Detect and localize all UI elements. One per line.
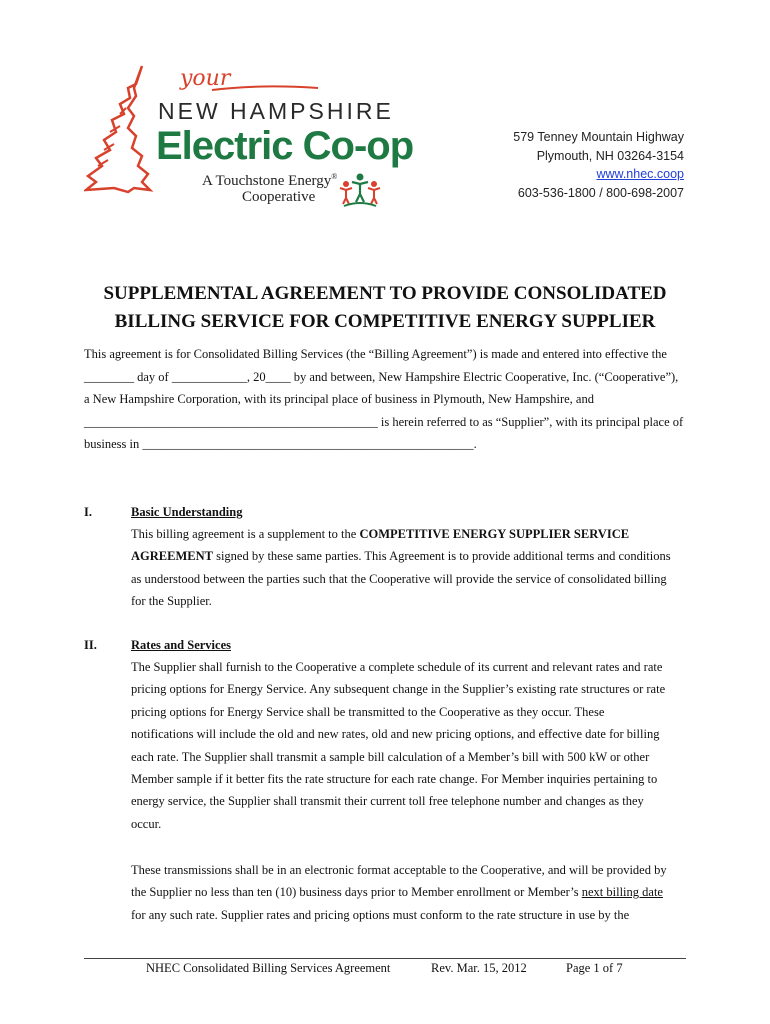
section-2-line: for any such rate. Supplier rates and pricing options must conform to the rate structure in use by the — [131, 907, 630, 922]
section-1-line: This billing agreement is a supplement to the COMPETITIVE ENERGY SUPPLIER SERVICE — [131, 527, 630, 541]
section-2-paragraph-2 — [131, 859, 691, 926]
logo-cooperative: Cooperative — [242, 189, 316, 205]
title-line-1: SUPPLEMENTAL AGREEMENT TO PROVIDE CONSOLIDATED — [103, 283, 667, 304]
logo-your-text: your — [180, 66, 231, 91]
address-phone: 603-536-1800 / 800-698-2007 — [517, 185, 684, 200]
footer-divider — [84, 958, 686, 959]
section-2-line: occur. — [131, 816, 162, 831]
document-title — [0, 280, 770, 336]
address-city: Plymouth, NH 03264-3154 — [536, 148, 684, 163]
section-2-line: These transmissions shall be in an electronic format acceptable to the Cooperative, and will be provided by — [131, 863, 667, 877]
section-2-line: pricing options for Energy Service shall be transmitted to the Cooperative as they occur. These — [131, 704, 605, 719]
section-2-heading: Rates and Services — [131, 638, 231, 652]
intro-line: a New Hampshire Corporation, with its principal place of business in Plymouth, New Hampshire, and — [84, 392, 594, 407]
footer-document-name: NHEC Consolidated Billing Services Agreement — [146, 961, 391, 975]
logo-swoosh-icon — [210, 82, 320, 94]
flame-tree-icon — [84, 62, 164, 202]
section-2-number: II. — [84, 638, 97, 652]
logo-electric-coop: Electric Co-op — [156, 124, 414, 168]
section-2-line: The Supplier shall furnish to the Cooperative a complete schedule of its current and relevant rates and rate — [131, 660, 663, 674]
intro-line: ________ day of ____________, 20____ by and between, New Hampshire Electric Cooperative, Inc. (“Cooperative”), — [84, 369, 679, 384]
section-1-line: AGREEMENT signed by these same parties. This Agreement is to provide additional terms and conditions — [131, 549, 671, 564]
logo-touchstone: A Touchstone Energy® — [202, 172, 338, 189]
section-2-line: the Supplier no less than ten (10) business days prior to Member enrollment or Member’s next billing date — [131, 885, 663, 900]
section-2-line: each rate. The Supplier shall transmit a sample bill calculation of a Member’s bill with 500 kW or other — [131, 749, 650, 764]
section-2-line: energy service, the Supplier shall transmit their current toll free telephone number and changes as they — [131, 794, 644, 809]
footer-revision: Rev. Mar. 15, 2012 — [431, 961, 527, 975]
footer-page-number: Page 1 of 7 — [566, 961, 623, 975]
intro-line: _______________________________________________ is herein referred to as “Supplier”, with its principal place of — [84, 414, 684, 429]
logo-new-hampshire: NEW HAMPSHIRE — [158, 98, 394, 124]
website-link[interactable]: www.nhec.coop — [596, 167, 684, 181]
section-1-heading: Basic Understanding — [131, 505, 243, 519]
section-1-line: for the Supplier. — [131, 594, 212, 609]
section-1-line: as understood between the parties such that the Cooperative will provide the service of consolidated billing — [131, 571, 667, 586]
intro-line: business in _____________________________________________________. — [84, 437, 477, 452]
touchstone-people-icon — [338, 170, 382, 208]
section-1-body — [131, 523, 691, 613]
intro-line: This agreement is for Consolidated Billing Services (the “Billing Agreement”) is made and entered into effective the — [84, 347, 667, 361]
section-2-line: pricing options for Energy Service. Any subsequent change in the Supplier’s existing rate structures or rate — [131, 682, 666, 697]
section-2-line: Member sample if it better fits the rate structure for each rate change. For Member inquiries pertaining to — [131, 771, 658, 786]
nhec-logo — [84, 62, 414, 212]
address-street: 579 Tenney Mountain Highway — [513, 130, 684, 144]
section-2-line: notifications will include the old and new rates, old and new pricing options, and effective date for billing — [131, 727, 660, 742]
intro-paragraph — [84, 343, 684, 456]
address-block — [513, 128, 684, 202]
title-line-2: BILLING SERVICE FOR COMPETITIVE ENERGY SUPPLIER — [114, 311, 656, 332]
section-1-number: I. — [84, 505, 92, 519]
section-2-paragraph-1 — [131, 656, 691, 835]
